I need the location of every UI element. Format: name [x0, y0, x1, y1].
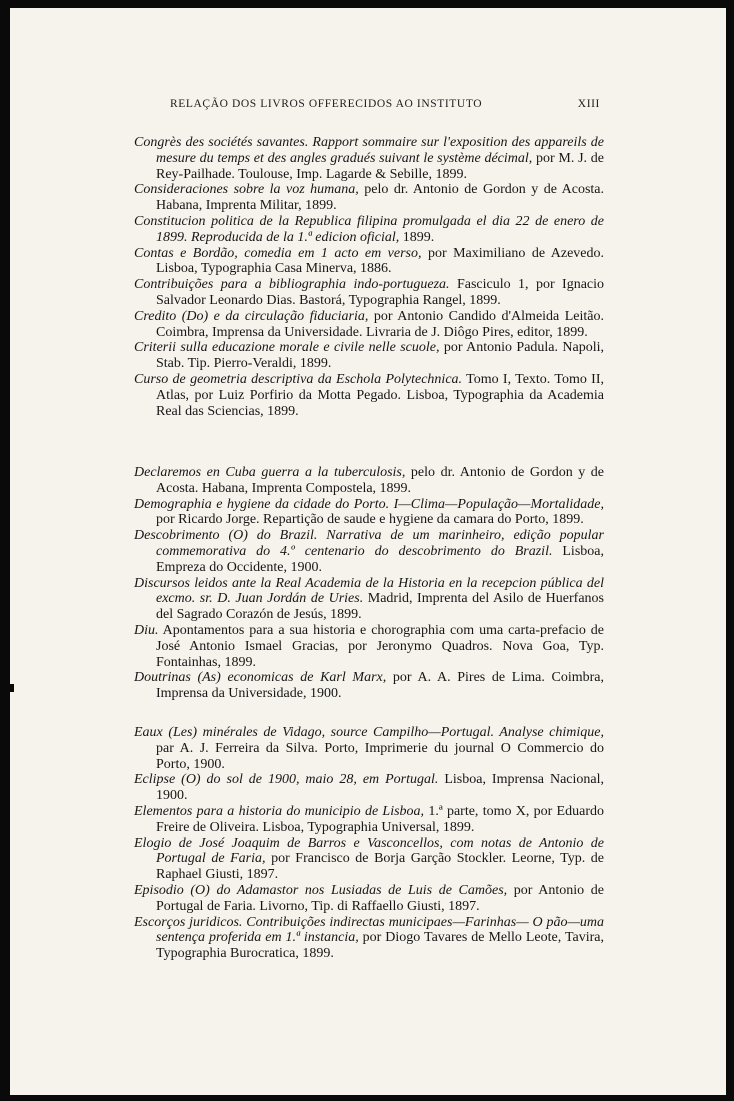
entry-title: Eaux (Les) minérales de Vidago, source Campilho—Portugal. Analyse chimique,	[134, 725, 604, 740]
entry-details: 1.ª parte, tomo X, por Eduardo Freire de Oliveira. Lisboa, Typographia Universal, 1899.	[156, 803, 604, 835]
entry-title: Consideraciones sobre la voz humana,	[134, 182, 359, 198]
entry-title: Elogio de José Joaquim de Barros e Vasconcellos, com notas de Antonio de Portugal de Faria,	[134, 835, 604, 867]
entries-group-c	[134, 135, 604, 419]
entry-details: 1899.	[399, 229, 435, 245]
list-item	[134, 135, 604, 182]
book-page	[10, 8, 726, 1095]
entry-title: Contas e Bordão, comedia em 1 acto em verso,	[134, 245, 422, 261]
list-item	[134, 836, 604, 883]
entry-title: Credito (Do) e da circulação fiduciaria,	[134, 308, 369, 324]
list-item	[134, 246, 604, 278]
entry-details: por M. J. de Rey-Pailhade. Toulouse, Imp. Lagarde & Sebille, 1899.	[156, 150, 605, 182]
entry-title: Diu.	[134, 622, 159, 638]
list-item	[134, 277, 604, 309]
entry-details: Lisboa, Empreza do Occidente, 1900.	[156, 543, 604, 575]
list-item	[134, 883, 604, 915]
list-item	[134, 725, 604, 772]
entry-details: Lisboa, Imprensa Nacional, 1900.	[156, 772, 604, 804]
list-item	[134, 309, 604, 341]
list-item	[134, 372, 604, 419]
entry-details: Apontamentos para a sua historia e chorographia com uma carta-prefacio de José Antonio Ismael Gracias, por Jeronymo Quadros. Nova Goa, Typ. Fontainhas, 1899.	[156, 622, 604, 670]
list-item	[134, 804, 604, 836]
list-item	[134, 182, 604, 214]
running-title: RELAÇÃO DOS LIVROS OFFERECIDOS AO INSTITUTO	[170, 98, 483, 110]
entry-details: Madrid, Imprenta del Asilo de Huerfanos del Sagrado Corazón de Jesús, 1899.	[156, 591, 604, 623]
list-item	[134, 670, 604, 702]
list-item	[134, 528, 604, 575]
scan-edge-mark	[0, 684, 14, 692]
entry-details: por Maximiliano de Azevedo. Lisboa, Typographia Casa Minerva, 1886.	[156, 245, 604, 277]
entry-title: Discursos leidos ante la Real Academia de la Historia en la recepcion pública del excmo. sr. D. Juan Jordán de Uries.	[134, 575, 604, 607]
entry-details: por Francisco de Borja Garção Stockler. Leorne, Typ. de Raphael Giusti, 1897.	[156, 851, 604, 883]
entry-title: Congrès des sociétés savantes. Rapport sommaire sur l'exposition des appareils de mesure du temps et des angles gradués suivant le système décimal,	[134, 135, 604, 166]
entry-details: por Diogo Tavares de Mello Leote, Tavira, Typographia Burocratica, 1899.	[156, 930, 605, 962]
entry-title: Descobrimento (O) do Brazil. Narrativa de um marinheiro, edição popular commemorativa do 4.º centenario do descobrimento do Brazil.	[134, 528, 604, 559]
entry-title: Constitucion politica de la Republica filipina promulgada el dia 22 de enero de 1899. Reproducida de la 1.ª edicion oficial,	[134, 213, 604, 245]
entry-details: pelo dr. Antonio de Gordon y de Acosta. Habana, Imprenta Compostela, 1899.	[156, 465, 604, 496]
entry-title: Eclipse (O) do sol de 1900, maio 28, em Portugal.	[134, 772, 439, 788]
entry-title: Demographia e hygiene da cidade do Porto. I—Clima—População—Mortalidade,	[134, 496, 604, 512]
entry-title: Doutrinas (As) economicas de Karl Marx,	[134, 670, 387, 686]
entry-title: Curso de geometria descriptiva da Eschola Polytechnica.	[134, 371, 463, 387]
list-item	[134, 497, 604, 529]
entry-details: por A. A. Pires de Lima. Coimbra, Imprensa da Universidade, 1900.	[156, 670, 604, 702]
entry-details: por Antonio de Portugal de Faria. Livorno, Tip. di Raffaello Giusti, 1897.	[156, 882, 605, 914]
entry-details: Tomo I, Texto. Tomo II, Atlas, por Luiz Porfirio da Motta Pegado. Lisboa, Typographia da Academia Real das Sciencias, 1899.	[156, 371, 604, 419]
entry-details: por Antonio Padula. Napoli, Stab. Tip. Pierro-Veraldi, 1899.	[156, 340, 604, 372]
entry-title: Escorços juridicos. Contribuições indirectas municipaes—Farinhas— O pão—uma sentença proferida em 1.ª instancia,	[134, 914, 604, 946]
entry-title: Episodio (O) do Adamastor nos Lusiadas de Luis de Camões,	[134, 882, 508, 898]
list-item	[134, 576, 604, 623]
entry-title: Contribuições para a bibliographia indo-portugueza.	[134, 277, 450, 293]
entry-details: pelo dr. Antonio de Gordon y de Acosta. Habana, Imprenta Militar, 1899.	[156, 182, 604, 214]
entry-title: Elementos para a historia do municipio de Lisboa,	[134, 803, 425, 819]
entry-title: Declaremos en Cuba guerra a la tuberculosis,	[134, 465, 406, 480]
list-item	[134, 623, 604, 670]
entries-group-d	[134, 465, 604, 702]
entry-details: Fasciculo 1, por Ignacio Salvador Leonardo Dias. Bastorá, Typographia Rangel, 1899.	[156, 277, 605, 308]
page-number: XIII	[577, 98, 600, 110]
entry-details: por Ricardo Jorge. Repartição de saude e hygiene da camara do Porto, 1899.	[156, 512, 584, 528]
entry-title: Criterii sulla educazione morale e civile nelle scuole,	[134, 340, 440, 356]
entries-group-e	[134, 725, 604, 962]
entry-details: par A. J. Ferreira da Silva. Porto, Imprimerie du journal O Commercio do Porto, 1900.	[156, 740, 604, 772]
list-item	[134, 465, 604, 497]
list-item	[134, 772, 604, 804]
list-item	[134, 214, 604, 246]
list-item	[134, 915, 604, 962]
entry-details: por Antonio Candido d'Almeida Leitão. Coimbra, Imprensa da Universidade. Livraria de J. Diôgo Pires, editor, 1899.	[156, 308, 604, 340]
list-item	[134, 340, 604, 372]
